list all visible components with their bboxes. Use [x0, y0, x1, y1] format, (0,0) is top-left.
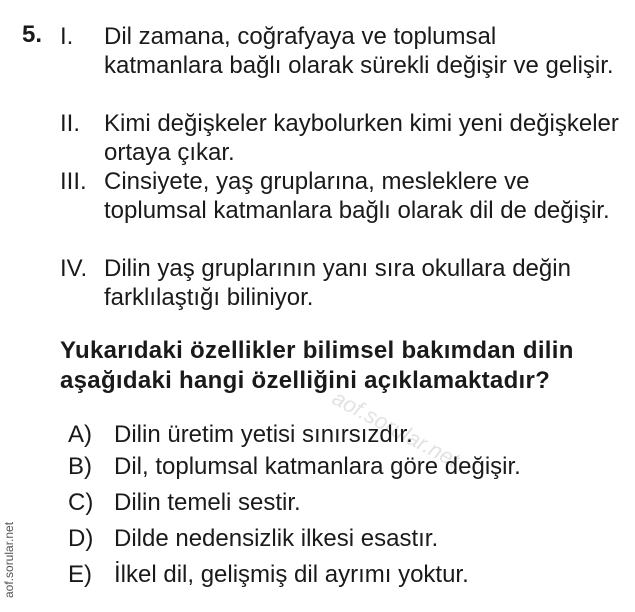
- option-letter: E): [68, 561, 92, 588]
- statement-text: Kimi değişkeler kaybolurken kimi yeni değişkeler ortaya çıkar.: [104, 110, 619, 166]
- statement-text: Dilin yaş gruplarının yanı sıra okullara değin farklılaştığı biliniyor.: [104, 255, 571, 311]
- option-text: Dilde nedensizlik ilkesi esastır.: [114, 525, 439, 552]
- option-letter: C): [68, 489, 94, 516]
- option-letter: A): [68, 421, 92, 448]
- option-text: İlkel dil, gelişmiş dil ayrımı yoktur.: [114, 561, 469, 588]
- statement-2: [60, 109, 620, 167]
- statement-roman: II.: [60, 110, 81, 137]
- statement-text: Cinsiyete, yaş gruplarına, mesleklere ve toplumsal katmanlara bağlı olarak dil de değişir.: [104, 168, 610, 224]
- option-text: Dilin temeli sestir.: [114, 489, 301, 516]
- statement-roman: I.: [60, 23, 74, 50]
- statement-text: Dil zamana, coğrafyaya ve toplumsal katmanlara bağlı olarak sürekli değişir ve gelişir.: [104, 23, 614, 79]
- statement-1: [60, 22, 620, 80]
- question-number: 5.: [22, 21, 43, 48]
- question-prompt: Yukarıdaki özellikler bilimsel bakımdan dilin aşağıdaki hangi özelliğini açıklamaktadır?: [60, 337, 574, 394]
- statement-3: [60, 167, 620, 225]
- option-letter: B): [68, 453, 92, 480]
- diagonal-watermark: aof.sorular.net: [328, 385, 464, 473]
- statement-4: [60, 254, 620, 312]
- statement-roman: IV.: [60, 255, 88, 282]
- statement-roman: III.: [60, 168, 87, 195]
- side-watermark: aof.sorular.net: [2, 521, 16, 598]
- option-letter: D): [68, 525, 94, 552]
- option-text: Dilin üretim yetisi sınırsızdır.: [114, 421, 413, 448]
- option-text: Dil, toplumsal katmanlara göre değişir.: [114, 453, 521, 480]
